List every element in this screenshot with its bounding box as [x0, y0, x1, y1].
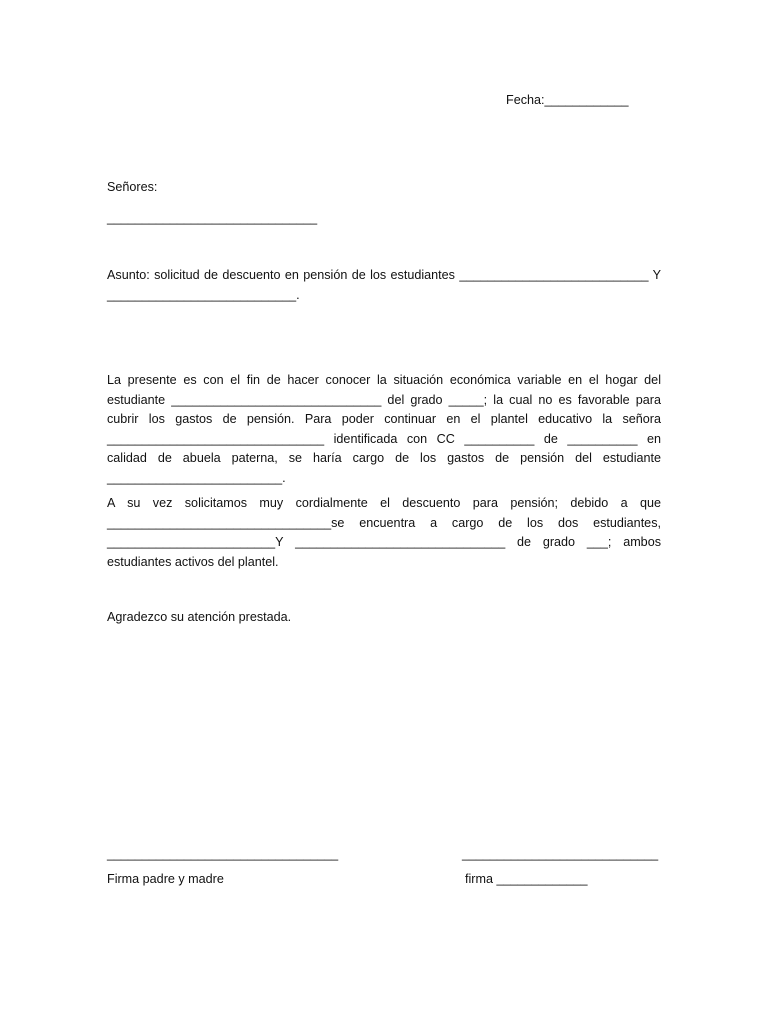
- signature-right-label: firma _____________: [465, 872, 588, 886]
- subject-label: Asunto:: [107, 268, 150, 282]
- signature-left-line: _________________________________: [107, 847, 339, 861]
- signature-left-label: Firma padre y madre: [107, 872, 224, 886]
- recipient-name-line: ______________________________: [107, 211, 318, 225]
- body-paragraph-2: A su vez solicitamos muy cordialmente el descuento para pensión; debido a que ________________________________se encuentra a cargo de los dos estudiantes, ________________________Y ______________________________ de grado ___; ambos estudiantes activos del plantel.: [107, 496, 661, 569]
- subject-paragraph: [107, 266, 665, 305]
- signature-right-line: ____________________________: [462, 847, 659, 861]
- closing-line: Agradezco su atención prestada.: [107, 610, 292, 624]
- body-paragraph-1: La presente es con el fin de hacer conocer la situación económica variable en el hogar del estudiante ______________________________ del grado _____; la cual no es favorable para cubrir los gastos de pensión. Para poder continuar en el plantel educativo la señora _______________________________ identificada con CC __________ de __________ en calidad de abuela paterna, se haría cargo de los gastos de pensión del estudiante _________________________.: [107, 373, 661, 485]
- subject-text: solicitud de descuento en pensión de los estudiantes ___________________________ Y ___________________________.: [107, 268, 665, 302]
- date-field: Fecha:____________: [506, 93, 629, 107]
- salutation: Señores:: [107, 180, 158, 194]
